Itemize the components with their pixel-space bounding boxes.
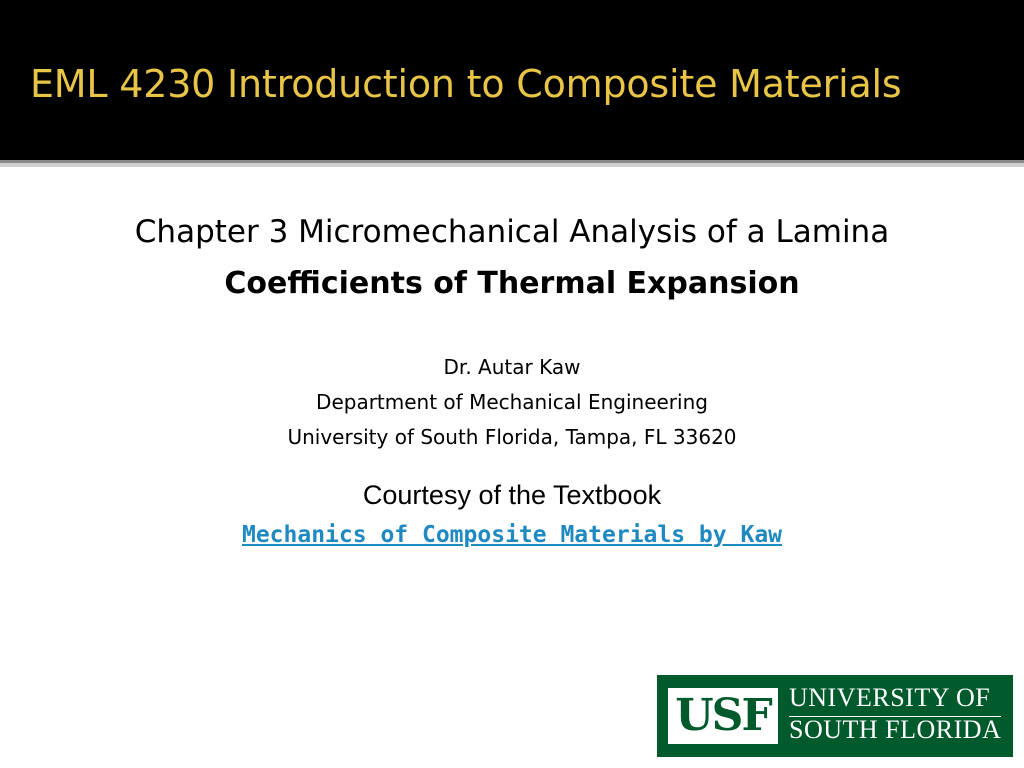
author-department: Department of Mechanical Engineering — [316, 390, 708, 414]
usf-logo-mark — [668, 688, 778, 744]
usf-logo-line1: UNIVERSITY OF — [789, 683, 991, 712]
title-divider-light — [0, 163, 1024, 167]
courtesy-text: Courtesy of the Textbook — [362, 480, 662, 510]
usf-logo-abbreviation: USF — [675, 690, 771, 741]
author-name: Dr. Autar Kaw — [443, 355, 581, 379]
textbook-link[interactable]: Mechanics of Composite Materials by Kaw — [241, 522, 783, 548]
usf-logo — [657, 675, 1013, 757]
title-bar — [0, 0, 1024, 160]
usf-logo-line2: SOUTH FLORIDA — [789, 715, 1002, 744]
chapter-heading: Chapter 3 Micromechanical Analysis of a Lamina — [134, 214, 890, 250]
author-university: University of South Florida, Tampa, FL 33620 — [287, 425, 737, 449]
slide-content — [0, 210, 1024, 555]
author-block — [0, 350, 1024, 455]
slide-title: EML 4230 Introduction to Composite Materials — [30, 62, 902, 106]
topic-heading: Coefficients of Thermal Expansion — [224, 266, 800, 301]
courtesy-block — [0, 475, 1024, 555]
